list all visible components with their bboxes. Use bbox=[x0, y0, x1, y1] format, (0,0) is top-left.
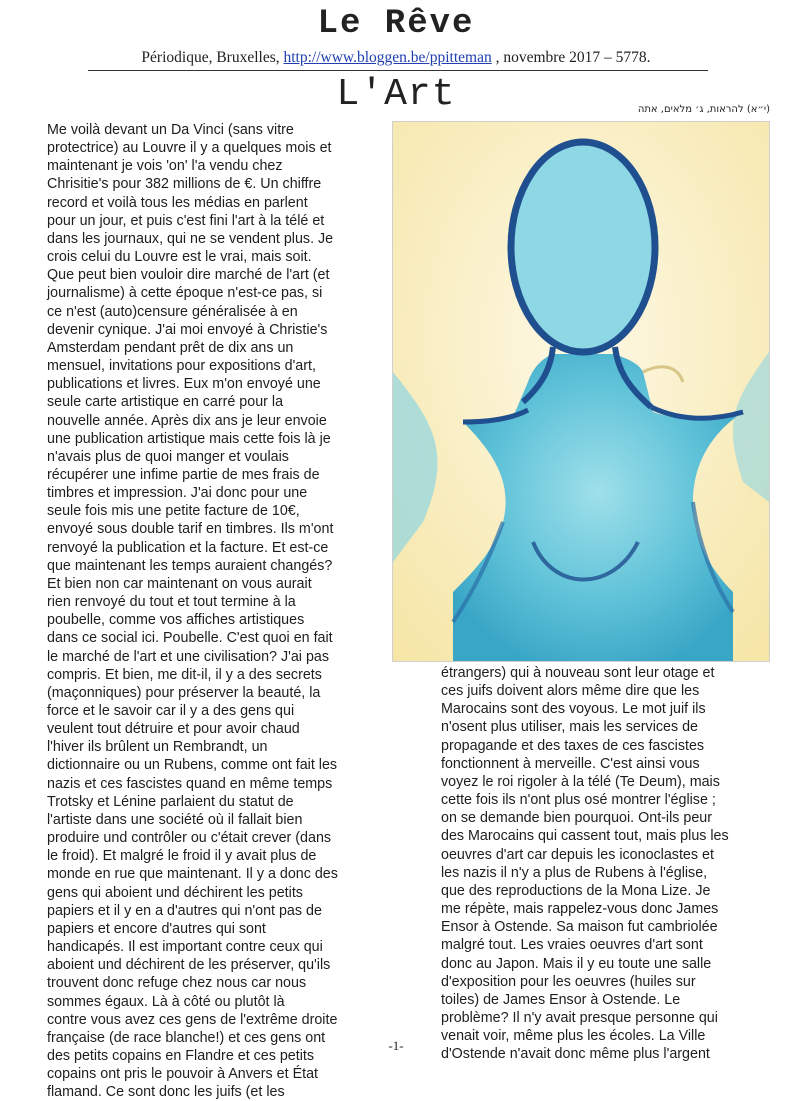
article-line: on se demande bien pourquoi. Ont-ils peur bbox=[441, 810, 713, 827]
article-line: me répète, mais rappelez-vous donc James bbox=[441, 901, 719, 918]
article-line: l'hiver ils brûlent un Rembrandt, un bbox=[47, 739, 268, 756]
article-line: dans les journaux, qui ne se vendent plus. Je bbox=[47, 230, 334, 247]
article-line: poubelle, comme vos affiches artistiques bbox=[47, 612, 305, 629]
article-line: Trotsky et Lénine parlaient du statut de bbox=[47, 793, 294, 810]
article-line: crois celui du Louvre est le vrai, mais soit. bbox=[47, 249, 312, 266]
article-line: propagande et des taxes de ces fascistes bbox=[441, 737, 705, 754]
article-line: timbres et impression. J'ai donc pour une bbox=[47, 485, 308, 502]
publication-subline bbox=[0, 49, 792, 67]
article-line: les nazis il n'y a plus de Rubens à l'église, bbox=[441, 864, 708, 881]
article-line: produire und contrôler ou c'était crever (dans bbox=[47, 830, 332, 847]
article-line: donc au Japon. Mais il y eu toute une salle bbox=[441, 955, 712, 972]
article-line: fonctionnent à merveille. C'est ainsi vous bbox=[441, 755, 700, 772]
article-line: journalisme) à cette époque n'est-ce pas, si bbox=[47, 285, 323, 302]
article-line: Amsterdam pendant prêt de dix ans un bbox=[47, 339, 294, 356]
article-line: malgré tout. Les vraies oeuvres d'art sont bbox=[441, 937, 703, 954]
subline-suffix: , novembre 2017 – 5778. bbox=[491, 49, 651, 66]
article-line: record et voilà tous les médias en parlent bbox=[47, 194, 308, 211]
blog-link[interactable]: http://www.bloggen.be/ppitteman bbox=[283, 49, 492, 66]
article-line: Me voilà devant un Da Vinci (sans vitre bbox=[47, 122, 294, 138]
page-number: -1- bbox=[388, 1038, 404, 1053]
article-line: cette fois ils n'ont plus osé montrer l'église ; bbox=[441, 792, 716, 809]
article-line: seule carte artistique en carré pour la bbox=[47, 394, 284, 411]
article-line: envoyé sous double tarif en timbres. Ils m'ont bbox=[47, 521, 334, 538]
article-line: que maintenant les temps auraient changés? bbox=[47, 557, 333, 574]
article-line: des petits copains en Flandre et ces petits bbox=[47, 1047, 315, 1064]
article-line: contre vous avez ces gens de l'extrême droite bbox=[47, 1011, 338, 1028]
article-line: d'exposition pour les oeuvres (huiles sur bbox=[441, 973, 696, 990]
article-line: protectrice) au Louvre il y a quelques mois et bbox=[47, 140, 332, 157]
article-line: nouvelle année. Après dix ans je leur envoie bbox=[47, 412, 327, 429]
article-line: Et bien non car maintenant on vous aurait bbox=[47, 575, 312, 592]
article-line: n'avais plus de quoi manger et voulais bbox=[47, 448, 289, 465]
article-left-column bbox=[47, 121, 392, 1101]
painting-figure-drawing bbox=[393, 122, 769, 661]
article-line: Chrisitie's pour 382 millions de €. Un chiffre bbox=[47, 176, 322, 193]
article-line: nazis et ces fascistes quand en même temps bbox=[47, 775, 333, 792]
article-line: le froid). Et malgré le froid il y avait plus de bbox=[47, 848, 317, 865]
article-line: oeuvres d'art car depuis les iconoclastes et bbox=[441, 846, 714, 863]
article-line: publications et livres. Eux m'on envoyé une bbox=[47, 376, 321, 393]
article-line: récupérer une infime partie de mes frais de bbox=[47, 466, 320, 483]
article-line: Ensor à Ostende. Sa maison fut cambriolée bbox=[441, 919, 718, 936]
article-line: devenir cynique. J'ai moi envoyé à Christie's bbox=[47, 321, 328, 338]
article-line: que des reproductions de la Mona Lize. Je bbox=[441, 882, 711, 899]
header-rule bbox=[88, 70, 708, 71]
article-line: gens qui aboient und déchirent les petits bbox=[47, 884, 303, 901]
article-line: d'Ostende n'avait donc même plus l'argent bbox=[441, 1046, 710, 1063]
article-line: handicapés. Il est important contre ceux qui bbox=[47, 939, 323, 956]
article-line: mensuel, invitations pour expositions d'art, bbox=[47, 358, 316, 375]
article-line: sommes égaux. Là à côté ou plutôt là bbox=[47, 993, 285, 1010]
article-line: ce n'est (auto)censure généralisée à en bbox=[47, 303, 298, 320]
article-line: une publication artistique mais cette fois là je bbox=[47, 430, 331, 447]
article-line: papiers et encore d'autres qui sont bbox=[47, 920, 266, 937]
article-line: trouvent donc refuge chez nous car nous bbox=[47, 975, 307, 992]
article-line: aboient und déchirent de les préserver, qu'ils bbox=[47, 957, 331, 974]
article-line: venait voir, même plus les écoles. La Ville bbox=[441, 1028, 706, 1045]
article-line: (maçonniques) pour préserver la beauté, la bbox=[47, 684, 321, 701]
article-line: copains ont pris le pouvoir à Anvers et État bbox=[47, 1066, 318, 1083]
article-line: toiles) de James Ensor à Ostende. Le bbox=[441, 991, 681, 1008]
article-line: ces juifs doivent alors même dire que les bbox=[441, 683, 700, 700]
article-line: rien renvoyé du tout et tout termine à la bbox=[47, 594, 296, 611]
article-line: pour un jour, et puis c'est fini l'art à la télé et bbox=[47, 212, 325, 229]
article-line: renvoyé la publication et la facture. Et est-ce bbox=[47, 539, 329, 556]
subline-prefix: Périodique, Bruxelles, bbox=[141, 49, 284, 66]
article-line: française (de race blanche!) et ces gens ont bbox=[47, 1029, 326, 1046]
article-line: compris. Et bien, me dit-il, il y a des secrets bbox=[47, 666, 322, 683]
article-line: monde en rue que maintenant. Il y a donc des bbox=[47, 866, 338, 883]
article-line: le marché de l'art et une civilisation? J'ai pas bbox=[47, 648, 330, 665]
article-line: n'osent plus utiliser, mais les services de bbox=[441, 719, 699, 736]
article-line: étrangers) qui à nouveau sont leur otage et bbox=[441, 665, 715, 681]
article-right-column bbox=[441, 664, 771, 1063]
article-line: Marocains sont des voyous. Le mot juif ils bbox=[441, 701, 706, 718]
article-line: force et le savoir car il y a des gens qui bbox=[47, 703, 295, 719]
article-line: maintenant je vois 'on' l'a vendu chez bbox=[47, 158, 283, 175]
section-title: L'Art bbox=[336, 73, 456, 116]
article-line: flamand. Ce sont donc les juifs (et les bbox=[47, 1084, 285, 1101]
article-line: Que peut bien vouloir dire marché de l'art (et bbox=[47, 267, 330, 284]
hebrew-note: (י״א) להראות, ג׳ מלאים, אתה bbox=[637, 104, 770, 115]
article-line: seule fois mis une petite facture de 10€, bbox=[47, 503, 300, 520]
article-line: voyez le roi rigoler à la télé (Te Deum), mais bbox=[441, 773, 720, 790]
article-line: veulent tout détruire et pour avoir chaud bbox=[47, 721, 300, 738]
article-line: dans ce social ici. Poubelle. C'est quoi en fait bbox=[47, 630, 333, 647]
article-line: l'artiste dans une société où il fallait bien bbox=[47, 811, 303, 828]
article-line: problème? Il n'y avait presque personne qui bbox=[441, 1009, 718, 1026]
painting-image bbox=[392, 121, 770, 662]
masthead-title: Le Rêve bbox=[317, 5, 475, 43]
article-line: dictionnaire ou un Rubens, comme ont fait les bbox=[47, 757, 338, 774]
article-line: papiers et il y en a d'autres qui n'ont pas de bbox=[47, 902, 322, 919]
article-line: des Marocains qui cassent tout, mais plus les bbox=[441, 828, 729, 845]
